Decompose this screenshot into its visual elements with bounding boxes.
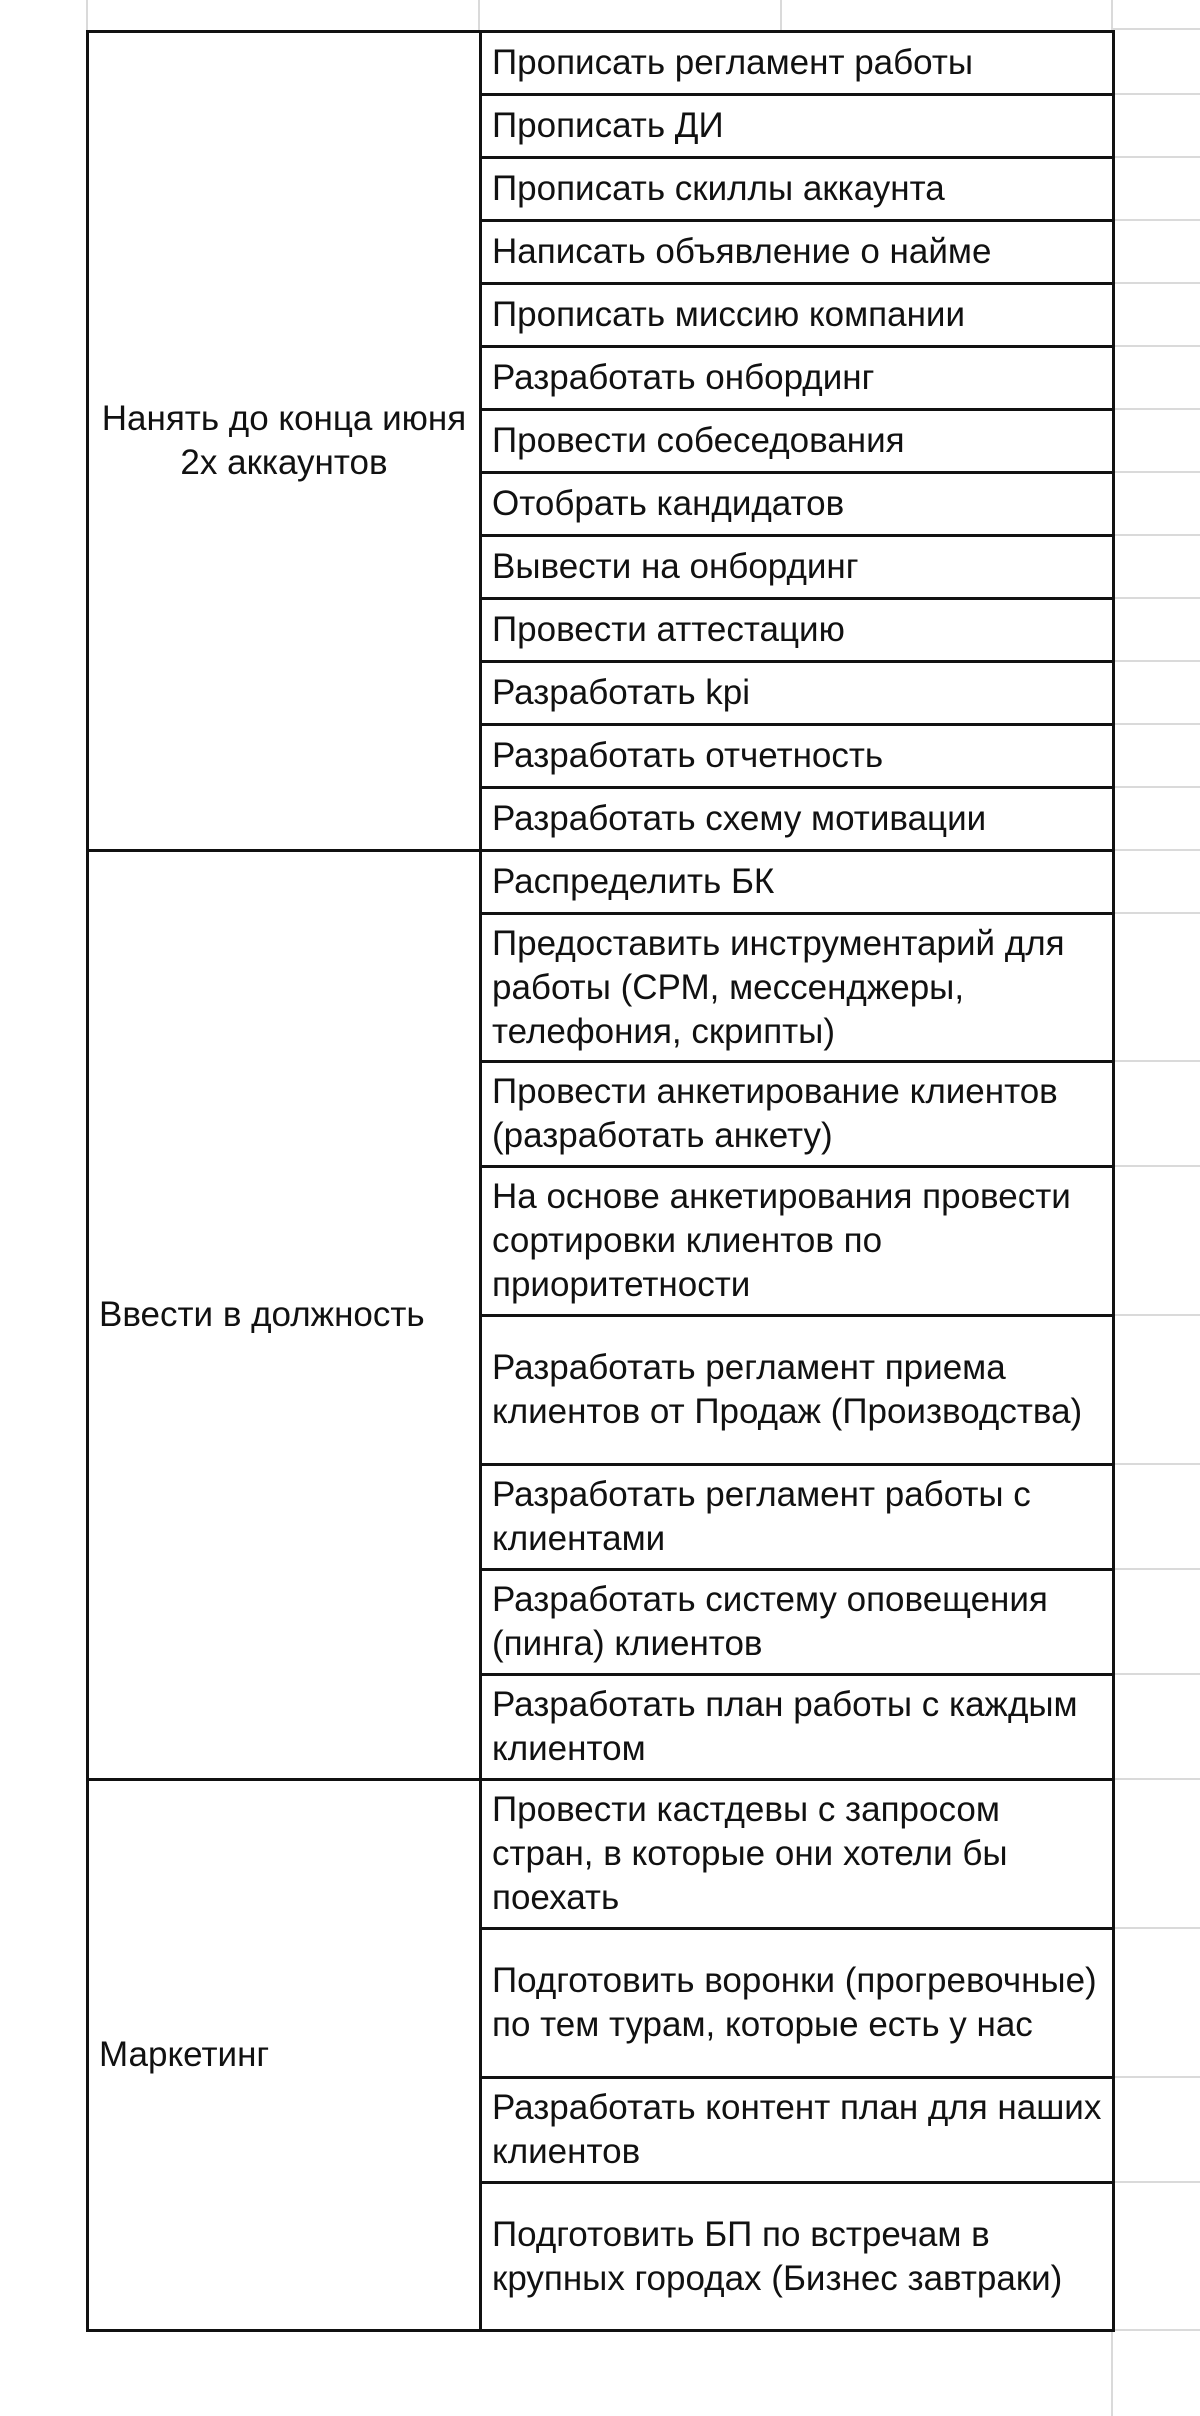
gridline-row xyxy=(1112,28,1200,30)
gridline-row xyxy=(1112,723,1200,725)
task-cell[interactable]: Разработать онбординг xyxy=(481,347,1114,410)
gridline-row xyxy=(1112,1927,1200,1929)
task-plan-table xyxy=(86,30,1115,2332)
goal-cell-onboarding[interactable]: Ввести в должность xyxy=(88,851,481,1780)
gridline-row xyxy=(1112,282,1200,284)
gridline-row xyxy=(1112,2076,1200,2078)
task-cell[interactable]: Разработать контент план для наших клиентов xyxy=(481,2078,1114,2183)
task-cell[interactable]: Отобрать кандидатов xyxy=(481,473,1114,536)
task-cell[interactable]: Провести аттестацию xyxy=(481,599,1114,662)
gridline-row xyxy=(1112,1165,1200,1167)
gridline-row xyxy=(1112,408,1200,410)
task-cell[interactable]: Разработать kpi xyxy=(481,662,1114,725)
gridline-row xyxy=(1112,2181,1200,2183)
gridline-row xyxy=(1112,1673,1200,1675)
task-cell[interactable]: Распределить БК xyxy=(481,851,1114,914)
gridline-row xyxy=(1112,1463,1200,1465)
gridline-row xyxy=(1112,660,1200,662)
table-row xyxy=(88,851,1114,914)
task-cell[interactable]: Разработать план работы с каждым клиентом xyxy=(481,1675,1114,1780)
goal-cell-marketing[interactable]: Маркетинг xyxy=(88,1780,481,2331)
gridline-row xyxy=(1112,534,1200,536)
gridline-row xyxy=(1112,849,1200,851)
task-cell[interactable]: Прописать ДИ xyxy=(481,95,1114,158)
gridline-col-b xyxy=(478,0,480,32)
task-cell[interactable]: Разработать схему мотивации xyxy=(481,788,1114,851)
gridline-col-c xyxy=(780,0,782,32)
task-cell[interactable]: Разработать систему оповещения (пинга) клиентов xyxy=(481,1570,1114,1675)
gridline-row xyxy=(1112,219,1200,221)
task-cell[interactable]: Прописать миссию компании xyxy=(481,284,1114,347)
task-cell[interactable]: Провести собеседования xyxy=(481,410,1114,473)
gridline-row xyxy=(1112,786,1200,788)
gridline-row xyxy=(1112,597,1200,599)
task-cell[interactable]: Подготовить БП по встречам в крупных городах (Бизнес завтраки) xyxy=(481,2183,1114,2331)
task-cell[interactable]: Предоставить инструментарий для работы (СРМ, мессенджеры, телефония, скрипты) xyxy=(481,914,1114,1062)
task-cell[interactable]: На основе анкетирования провести сортировки клиентов по приоритетности xyxy=(481,1167,1114,1316)
table-row xyxy=(88,1780,1114,1929)
goal-cell-hiring[interactable]: Нанять до конца июня 2х аккаунтов xyxy=(88,32,481,851)
table-row xyxy=(88,32,1114,95)
gridline-row xyxy=(1112,912,1200,914)
task-cell[interactable]: Разработать регламент работы с клиентами xyxy=(481,1465,1114,1570)
gridline-col-a xyxy=(86,0,88,32)
gridline-row xyxy=(1112,1568,1200,1570)
gridline-row xyxy=(1112,1778,1200,1780)
gridline-row xyxy=(1112,1314,1200,1316)
gridline-row xyxy=(1112,345,1200,347)
task-cell[interactable]: Написать объявление о найме xyxy=(481,221,1114,284)
gridline-row xyxy=(1112,93,1200,95)
task-cell[interactable]: Прописать скиллы аккаунта xyxy=(481,158,1114,221)
gridline-row xyxy=(1112,156,1200,158)
gridline-row xyxy=(1112,471,1200,473)
task-cell[interactable]: Провести кастдевы с запросом стран, в которые они хотели бы поехать xyxy=(481,1780,1114,1929)
task-cell[interactable]: Подготовить воронки (прогревочные) по тем турам, которые есть у нас xyxy=(481,1929,1114,2078)
gridline-row xyxy=(1112,2329,1200,2331)
task-cell[interactable]: Провести анкетирование клиентов (разработать анкету) xyxy=(481,1062,1114,1167)
task-cell[interactable]: Вывести на онбординг xyxy=(481,536,1114,599)
task-cell[interactable]: Прописать регламент работы xyxy=(481,32,1114,95)
task-cell[interactable]: Разработать отчетность xyxy=(481,725,1114,788)
task-cell[interactable]: Разработать регламент приема клиентов от Продаж (Производства) xyxy=(481,1316,1114,1465)
gridline-row xyxy=(1112,1060,1200,1062)
